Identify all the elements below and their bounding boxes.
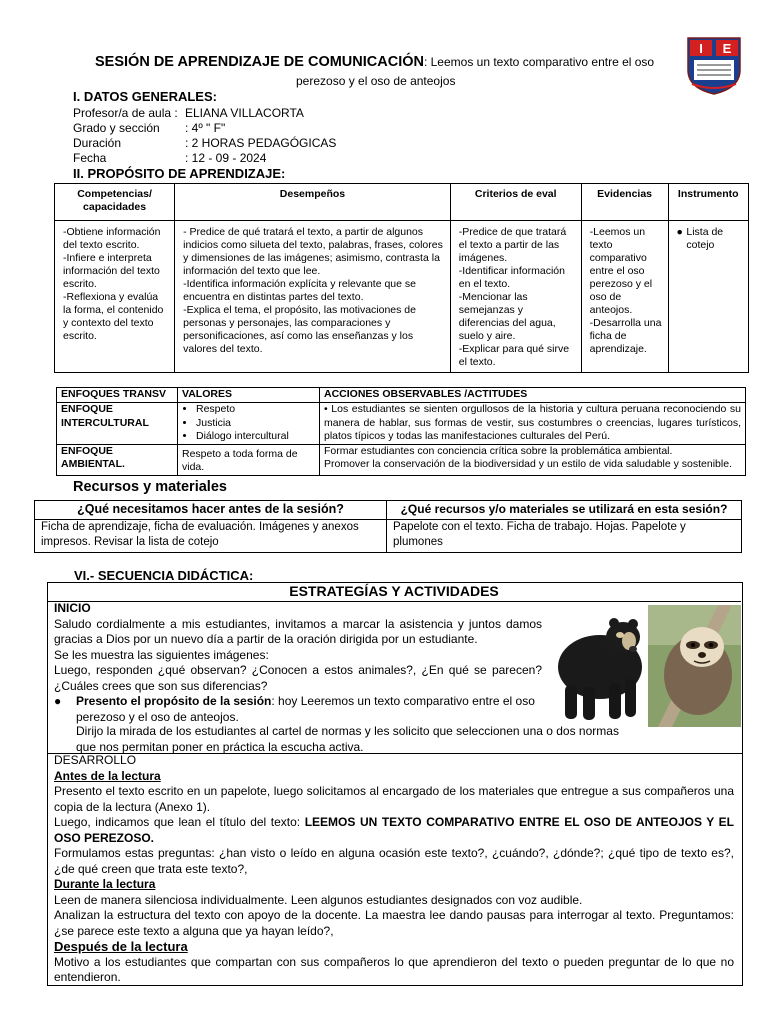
datos-row-grado: Grado y sección : 4º " F" (73, 121, 226, 135)
col-competencias: Competencias/ capacidades (55, 184, 175, 221)
bullet-icon: ● (54, 694, 62, 708)
svg-text:E: E (722, 41, 732, 56)
session-title-rest: : Leemos un texto comparativo entre el oso (423, 55, 655, 69)
sloth-image (648, 605, 741, 727)
proposito-heading: II. PROPÓSITO DE APRENDIZAJE: (73, 166, 286, 181)
valores-intercultural (178, 403, 320, 445)
cell-instrumento: ● Lista de cotejo (668, 221, 748, 373)
col-evidencias: Evidencias (581, 184, 668, 221)
proposito-body-row (55, 221, 749, 373)
col-desempenos: Desempeños (175, 184, 451, 221)
secuencia-heading: VI.- SECUENCIA DIDÁCTICA: (74, 568, 254, 583)
svg-text:I: I (699, 41, 703, 56)
enfoque-row-intercultural (57, 403, 746, 445)
col-instrumento: Instrumento (668, 184, 748, 221)
datos-heading: I. DATOS GENERALES: (73, 89, 217, 104)
inicio-bullet: ● Presento el propósito de la sesión: hoy Leeremos un texto comparativo entre el oso perezoso y el oso de anteojos. (54, 694, 535, 724)
spectacled-bear-image (545, 605, 645, 725)
enfoque-intercultural: ENFOQUE INTERCULTURAL (57, 403, 178, 445)
col-materiales: ¿Qué recursos y/o materiales se utilizará en esta sesión? (387, 501, 742, 520)
col-enfoques: ENFOQUES TRANSV (57, 388, 178, 403)
valor-item: • Respeto (196, 403, 315, 417)
recursos-body-row (35, 520, 742, 553)
cell-desempenos: - Predice de qué tratará el texto, a partir de algunos indicios como silueta del texto, palabras, frases, colores y dimensiones de las imágenes; asimismo, contrasta la información del texto que lee. -Identifica información explícita y relevante que se encuentra en distintas partes del texto. -Explica el tema, el propósito, las motivaciones de personas y personajes, las comparaciones y personificaciones, así como las enseñanzas y los valores del texto. (175, 221, 451, 373)
desarrollo-p5: Analizan la estructura del texto con apoyo de la docente. La maestra lee dando pausas para interrogar al texto. Preguntamos: ¿se parece este texto a alguna que ya hayan leído?, (54, 908, 734, 938)
datos-list (73, 106, 336, 166)
secuencia-box-title: ESTRATEGÍAS Y ACTIVIDADES (47, 582, 741, 602)
desarrollo-p1: Presento el texto escrito en un papelote, luego solicitamos al encargado de los materiales que entregue a sus compañeros una copia de la lectura (Anexo 1). (54, 784, 734, 814)
recursos-heading: Recursos y materiales (73, 479, 227, 495)
enfoque-row-ambiental (57, 444, 746, 475)
recursos-table (34, 500, 742, 553)
acciones-ambiental: Formar estudiantes con conciencia crítica sobre la problemática ambiental. Promover la conservación de la biodiversidad y un estilo de vida saludable y sostenible. (320, 444, 746, 475)
inicio-label: INICIO (54, 601, 91, 615)
col-antes: ¿Qué necesitamos hacer antes de la sesión? (35, 501, 387, 520)
datos-row-fecha: Fecha : 12 - 09 - 2024 (73, 151, 267, 165)
antes-lectura-label: Antes de la lectura (54, 768, 161, 783)
cell-criterios: -Predice de que tratará el texto a partir de las imágenes. -Identificar información en el texto. -Mencionar las semejanzas y diferencias del agua, suelo y aire. -Explicar para qué sirve el texto. (450, 221, 581, 373)
desarrollo-section (54, 753, 734, 986)
inicio-p3: Luego, responden ¿qué observan? ¿Conocen a estos animales?, ¿En qué se parecen? ¿Cuáles crees que son sus diferencias? (54, 663, 542, 693)
cell-competencias: -Obtiene información del texto escrito. -Infiere e interpreta información del texto escrito. -Reflexiona y evalúa la forma, el contenido y contexto del texto escrito. (55, 221, 175, 373)
session-title-line2: perezoso y el oso de anteojos (296, 74, 456, 88)
desarrollo-label: DESARROLLO (54, 753, 137, 767)
col-criterios: Criterios de eval (450, 184, 581, 221)
despues-lectura-label: Después de la lectura (54, 939, 188, 954)
enfoques-header-row (57, 388, 746, 403)
enfoques-table (56, 387, 746, 476)
desarrollo-p4: Leen de manera silenciosa individualmente. Leen algunos estudiantes designados con voz audible. (54, 892, 583, 907)
col-acciones: ACCIONES OBSERVABLES /ACTITUDES (320, 388, 746, 403)
datos-row-duracion: Duración : 2 HORAS PEDAGÓGICAS (73, 136, 337, 150)
cell-antes: Ficha de aprendizaje, ficha de evaluación. Imágenes y anexos impresos. Revisar la lista de cotejo (35, 520, 387, 553)
proposito-header-row (55, 184, 749, 221)
cell-evidencias: -Leemos un texto comparativo entre el oso perezoso y el oso de anteojos. -Desarrolla una ficha de aprendizaje. (581, 221, 668, 373)
session-title (95, 54, 654, 70)
cell-materiales: Papelote con el texto. Ficha de trabajo. Hojas. Papelote y plumones (387, 520, 742, 553)
enfoque-ambiental: ENFOQUE AMBIENTAL. (57, 444, 178, 475)
desarrollo-p6: Motivo a los estudiantes que compartan con sus compañeros lo que aprendieron del texto o pueden preguntar de lo que no entendieron. (54, 954, 734, 984)
durante-lectura-label: Durante la lectura (54, 877, 156, 891)
inicio-p1: Saludo cordialmente a mis estudiantes, invitamos a marcar la asistencia y juntos damos gracias a Dios por un nuevo día a partir de la oración dirigida por un estudiante. (54, 616, 542, 646)
valores-ambiental: Respeto a toda forma de vida. (178, 444, 320, 475)
bullet-icon: ● (676, 226, 683, 238)
inicio-p4: Dirijo la mirada de los estudiantes al cartel de normas y les solicito que seleccionen una o dos normas que nos permitan poner en práctica la escucha activa. (76, 724, 619, 754)
desarrollo-p3: Formulamos estas preguntas: ¿han visto o leído en alguna ocasión este texto?, ¿cuándo?, ¿dónde?; ¿qué tipo de texto es?, ¿de qué creen que trata este texto?, (54, 846, 734, 876)
recursos-header-row (35, 501, 742, 520)
inicio-section (54, 601, 542, 725)
proposito-table (54, 183, 749, 373)
inicio-p2: Se les muestra las siguientes imágenes: (54, 647, 269, 662)
col-valores: VALORES (178, 388, 320, 403)
datos-row-profesor: Profesor/a de aula : ELIANA VILLACORTA (73, 106, 304, 120)
desarrollo-p2: Luego, indicamos que lean el título del texto: LEEMOS UN TEXTO COMPARATIVO ENTRE EL OSO DE ANTEOJOS Y EL OSO PEREZOSO. (54, 815, 734, 845)
valor-item: • Diálogo intercultural (196, 430, 315, 444)
valor-item: • Justicia (196, 417, 315, 431)
school-logo (686, 36, 742, 96)
acciones-intercultural: • Los estudiantes se sienten orgullosos de la historia y cultura peruana reconociendo su manera de hablar, sus formas de vestir, sus costumbres o creencias, lugares turísticos, platos típicos y todas las manifestaciones culturales del Perú. (320, 403, 746, 445)
session-title-bold: SESIÓN DE APRENDIZAJE DE COMUNICACIÓN (95, 54, 424, 70)
